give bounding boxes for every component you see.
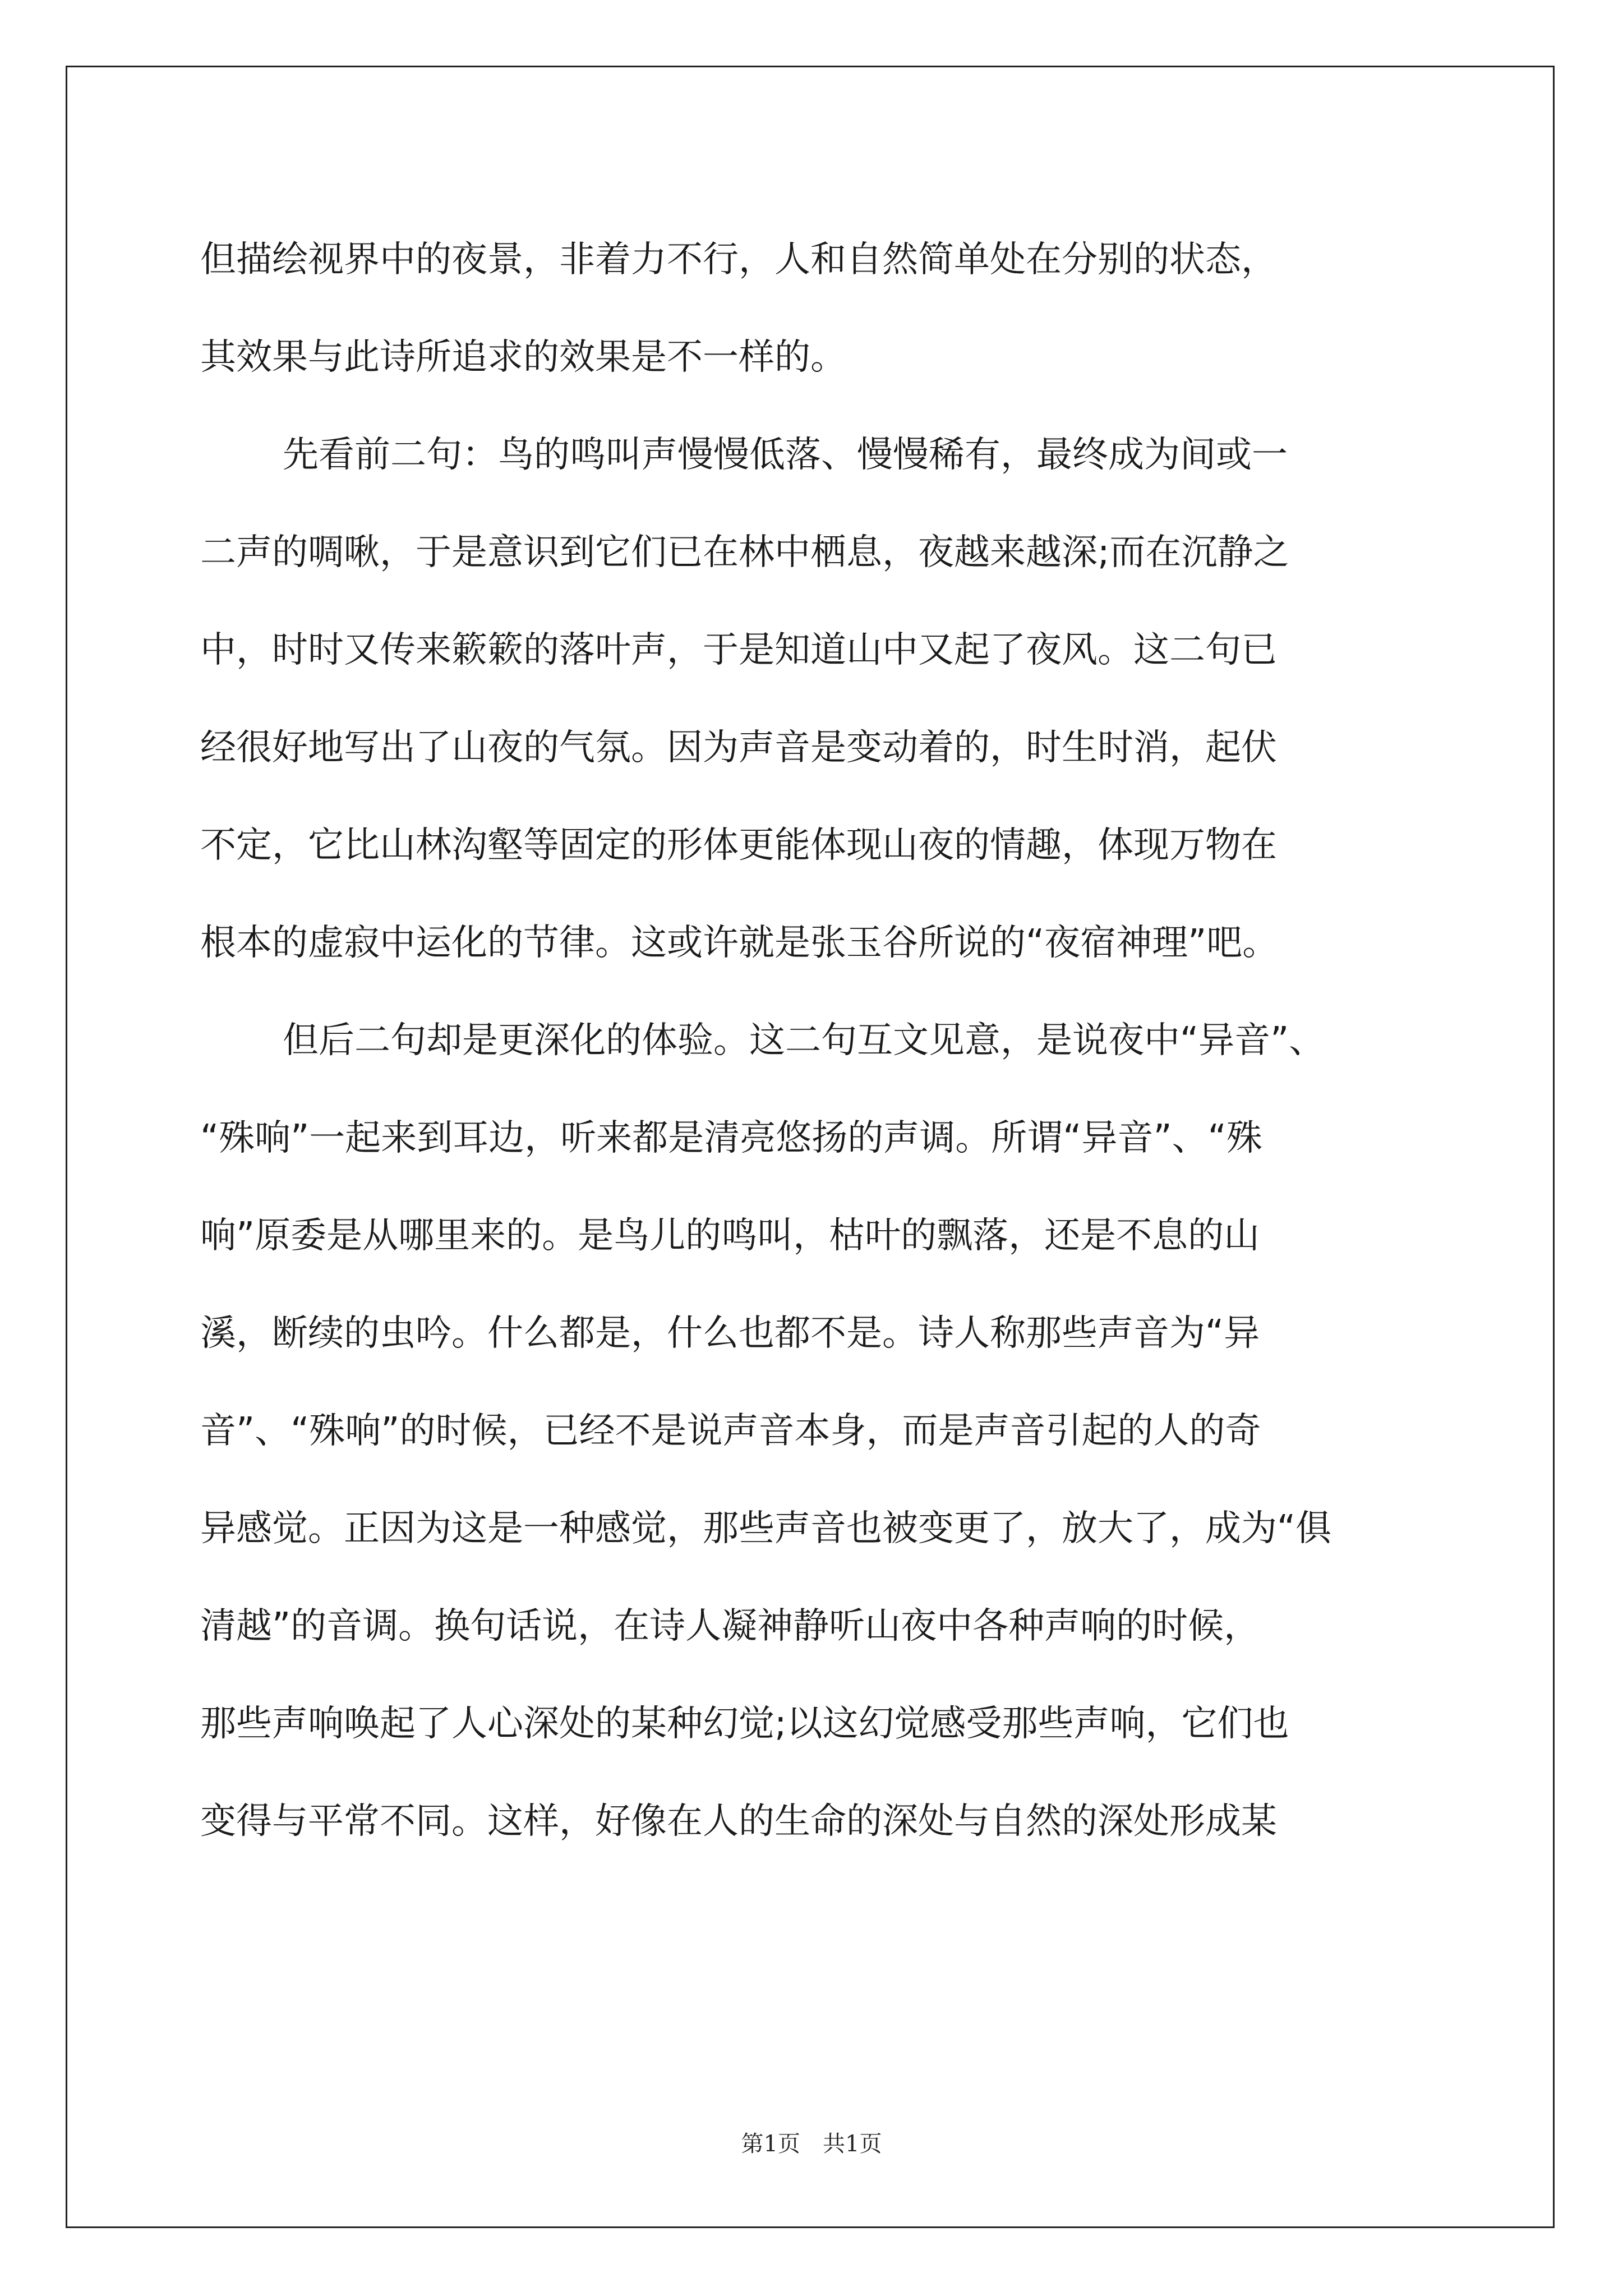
paragraph-first-line: 但后二句却是更深化的体验。这二句互文见意，是说夜中“异音”、 — [283, 1020, 1325, 1061]
text-line: 其效果与此诗所追求的效果是不一样的。 — [200, 337, 846, 378]
text-line: 音”、“殊响”的时候，已经不是说声音本身，而是声音引起的人的奇 — [200, 1410, 1261, 1452]
text-line: 溪，断续的虫吟。什么都是，什么也都不是。诗人称那些声音为“异 — [200, 1313, 1260, 1354]
text-line: 不定，它比山林沟壑等固定的形体更能体现山夜的情趣，体现万物在 — [200, 825, 1277, 866]
text-line: 那些声响唤起了人心深处的某种幻觉;以这幻觉感受那些声响，它们也 — [200, 1703, 1289, 1745]
page-footer — [0, 2126, 1623, 2158]
text-line: “殊响”一起来到耳边，听来都是清亮悠扬的声调。所谓“异音”、“殊 — [200, 1117, 1262, 1159]
text-line: 清越”的音调。换句话说，在诗人凝神静听山夜中各种声响的时候， — [200, 1605, 1260, 1647]
page-number: 第1页 — [741, 2131, 800, 2157]
text-line: 异感觉。正因为这是一种感觉，那些声音也被变更了，放大了，成为“俱 — [200, 1508, 1332, 1549]
text-line: 中，时时又传来簌簌的落叶声，于是知道山中又起了夜风。这二句已 — [200, 629, 1277, 671]
text-line: 经很好地写出了山夜的气氛。因为声音是变动着的，时生时消，起伏 — [200, 727, 1277, 769]
text-line: 根本的虚寂中运化的节律。这或许就是张玉谷所说的“夜宿神理”吧。 — [200, 922, 1279, 964]
text-line: 变得与平常不同。这样，好像在人的生命的深处与自然的深处形成某 — [200, 1801, 1277, 1842]
paragraph-first-line: 先看前二句：鸟的鸣叫声慢慢低落、慢慢稀有，最终成为间或一 — [283, 434, 1288, 476]
text-line: 二声的啁啾，于是意识到它们已在林中栖息，夜越来越深;而在沉静之 — [200, 532, 1289, 573]
text-line: 但描绘视界中的夜景，非着力不行，人和自然简单处在分别的状态， — [200, 239, 1277, 280]
document-body — [200, 211, 1434, 1870]
page-total: 共1页 — [823, 2131, 882, 2157]
text-line: 响”原委是从哪里来的。是鸟儿的鸣叫，枯叶的飘落，还是不息的山 — [200, 1215, 1260, 1257]
